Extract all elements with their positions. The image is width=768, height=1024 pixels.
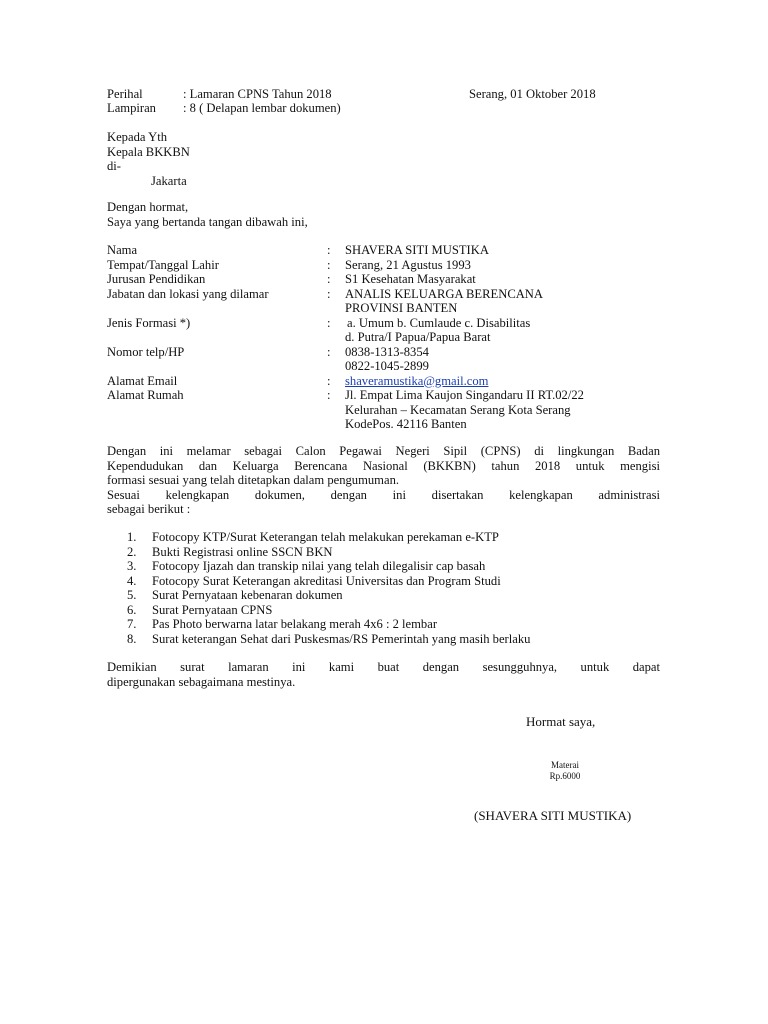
document-list-item [107, 574, 660, 589]
document-item-text: Surat Pernyataan CPNS [152, 602, 273, 617]
document-item-text: Bukti Registrasi online SSCN BKN [152, 544, 333, 559]
major-value: S1 Kesehatan Masyarakat [345, 272, 476, 286]
colon: : [327, 344, 331, 359]
document-item-number: 5. [127, 588, 137, 602]
phone-value-2: 0822-1045-2899 [345, 359, 429, 373]
document-item-text: Surat Pernyataan kebenaran dokumen [152, 588, 343, 602]
lampiran-value: : 8 ( Delapan lembar dokumen) [183, 101, 341, 115]
formation-label: Jenis Formasi *) [107, 315, 191, 330]
document-item-number: 8. [127, 631, 137, 646]
lampiran-label: Lampiran [107, 101, 156, 115]
document-item-text: Fotocopy Ijazah dan transkip nilai yang telah dilegalisir cap basah [152, 559, 486, 573]
paragraph-line: Sesuai kelengkapan dokumen, dengan ini disertakan kelengkapan administrasi [107, 487, 660, 502]
recipient-city: Jakarta [151, 173, 187, 188]
phone-value: 0838-1313-8354 [345, 344, 429, 359]
detail-row-address [107, 388, 660, 403]
document-item-text: Fotocopy Surat Keterangan akreditasi Universitas dan Program Studi [152, 573, 501, 588]
colon: : [327, 286, 331, 301]
document-list-item [107, 545, 660, 560]
document-item-text: Surat keterangan Sehat dari Puskesmas/RS Pemerintah yang masih berlaku [152, 631, 531, 646]
detail-row-major [107, 272, 660, 287]
colon: : [327, 257, 331, 272]
paragraph-line: formasi sesuai yang telah ditetapkan dalam pengumuman. [107, 473, 400, 487]
document-list-item [107, 632, 660, 647]
stamp-line: Rp.6000 [549, 771, 581, 781]
stamp-line: Materai [551, 760, 579, 770]
recipient-line: Kepala BKKBN [107, 144, 190, 159]
address-value: Jl. Empat Lima Kaujon Singandaru II RT.02/22 [345, 388, 584, 402]
document-item-number: 4. [127, 573, 137, 588]
detail-row-phone [107, 345, 660, 360]
paragraph-line: Dengan ini melamar sebagai Calon Pegawai Negeri Sipil (CPNS) di lingkungan Badan [107, 444, 660, 458]
birth-label: Tempat/Tanggal Lahir [107, 257, 219, 272]
document-list-item [107, 603, 660, 618]
signatory-name: (SHAVERA SITI MUSTIKA) [474, 808, 632, 823]
recipient-line: di- [107, 159, 121, 173]
stamp-label [538, 760, 592, 782]
document-item-number: 2. [127, 544, 137, 559]
document-item-number: 3. [127, 559, 137, 573]
address-value-3: KodePos. 42116 Banten [345, 417, 467, 431]
document-ordered-list [107, 530, 660, 646]
document-item-text: Pas Photo berwarna latar belakang merah 4x6 : 2 lembar [152, 617, 438, 631]
phone-label: Nomor telp/HP [107, 344, 185, 359]
document-list-item [107, 588, 660, 603]
position-value-cont: PROVINSI BANTEN [345, 301, 458, 315]
applicant-details [107, 243, 660, 432]
detail-row-address-cont [107, 403, 660, 418]
document-list-item [107, 530, 660, 545]
closing-line: Demikian surat lamaran ini kami buat dengan sesungguhnya, untuk dapat [107, 660, 660, 674]
position-value: ANALIS KELUARGA BERENCANA [345, 286, 544, 301]
email-link[interactable]: shaveramustika@gmail.com [345, 373, 489, 388]
document-item-number: 6. [127, 602, 137, 617]
detail-row-name [107, 243, 660, 258]
closing-paragraph [107, 660, 660, 689]
recipient-line: Kepada Yth [107, 130, 168, 144]
email-label: Alamat Email [107, 373, 178, 388]
closing-line: dipergunakan sebagaimana mestinya. [107, 674, 296, 689]
perihal-label: Perihal [107, 87, 143, 101]
formation-options-cont: d. Putra/I Papua/Papua Barat [345, 330, 491, 344]
birth-value: Serang, 21 Agustus 1993 [345, 257, 471, 272]
colon: : [327, 373, 331, 388]
detail-row-position-cont [107, 301, 660, 316]
body-paragraphs [107, 444, 660, 517]
document-item-number: 7. [127, 617, 137, 631]
formation-options: a. Umum b. Cumlaude c. Disabilitas [347, 315, 531, 330]
colon: : [327, 315, 331, 330]
regards-text: Hormat saya, [526, 714, 596, 729]
document-item-number: 1. [127, 530, 137, 544]
name-label: Nama [107, 243, 138, 257]
detail-row-formation [107, 316, 660, 331]
greeting-block [107, 200, 660, 229]
recipient-block [107, 130, 660, 188]
address-value-2: Kelurahan – Kecamatan Serang Kota Serang [345, 402, 571, 417]
detail-row-formation-cont [107, 330, 660, 345]
document-list [107, 530, 660, 646]
document-item-text: Fotocopy KTP/Surat Keterangan telah melakukan perekaman e-KTP [152, 530, 499, 544]
name-value: SHAVERA SITI MUSTIKA [345, 243, 489, 257]
colon: : [327, 272, 331, 286]
detail-row-phone-cont [107, 359, 660, 374]
paragraph-line: Kependudukan dan Keluarga Berencana Nasional (BKKBN) tahun 2018 untuk mengisi [107, 458, 660, 473]
detail-row-address-cont [107, 417, 660, 432]
colon: : [327, 388, 331, 402]
salutation: Dengan hormat, [107, 200, 189, 214]
address-label: Alamat Rumah [107, 388, 184, 402]
paragraph-line: sebagai berikut : [107, 502, 191, 516]
position-label: Jabatan dan lokasi yang dilamar [107, 286, 269, 301]
perihal-value: : Lamaran CPNS Tahun 2018 [183, 87, 332, 101]
detail-row-birth [107, 258, 660, 273]
detail-row-email [107, 374, 660, 389]
place-date: Serang, 01 Oktober 2018 [469, 87, 596, 101]
document-list-item [107, 617, 660, 632]
intro-text: Saya yang bertanda tangan dibawah ini, [107, 214, 308, 229]
document-list-item [107, 559, 660, 574]
colon: : [327, 243, 331, 257]
major-label: Jurusan Pendidikan [107, 272, 206, 286]
detail-row-position [107, 287, 660, 302]
